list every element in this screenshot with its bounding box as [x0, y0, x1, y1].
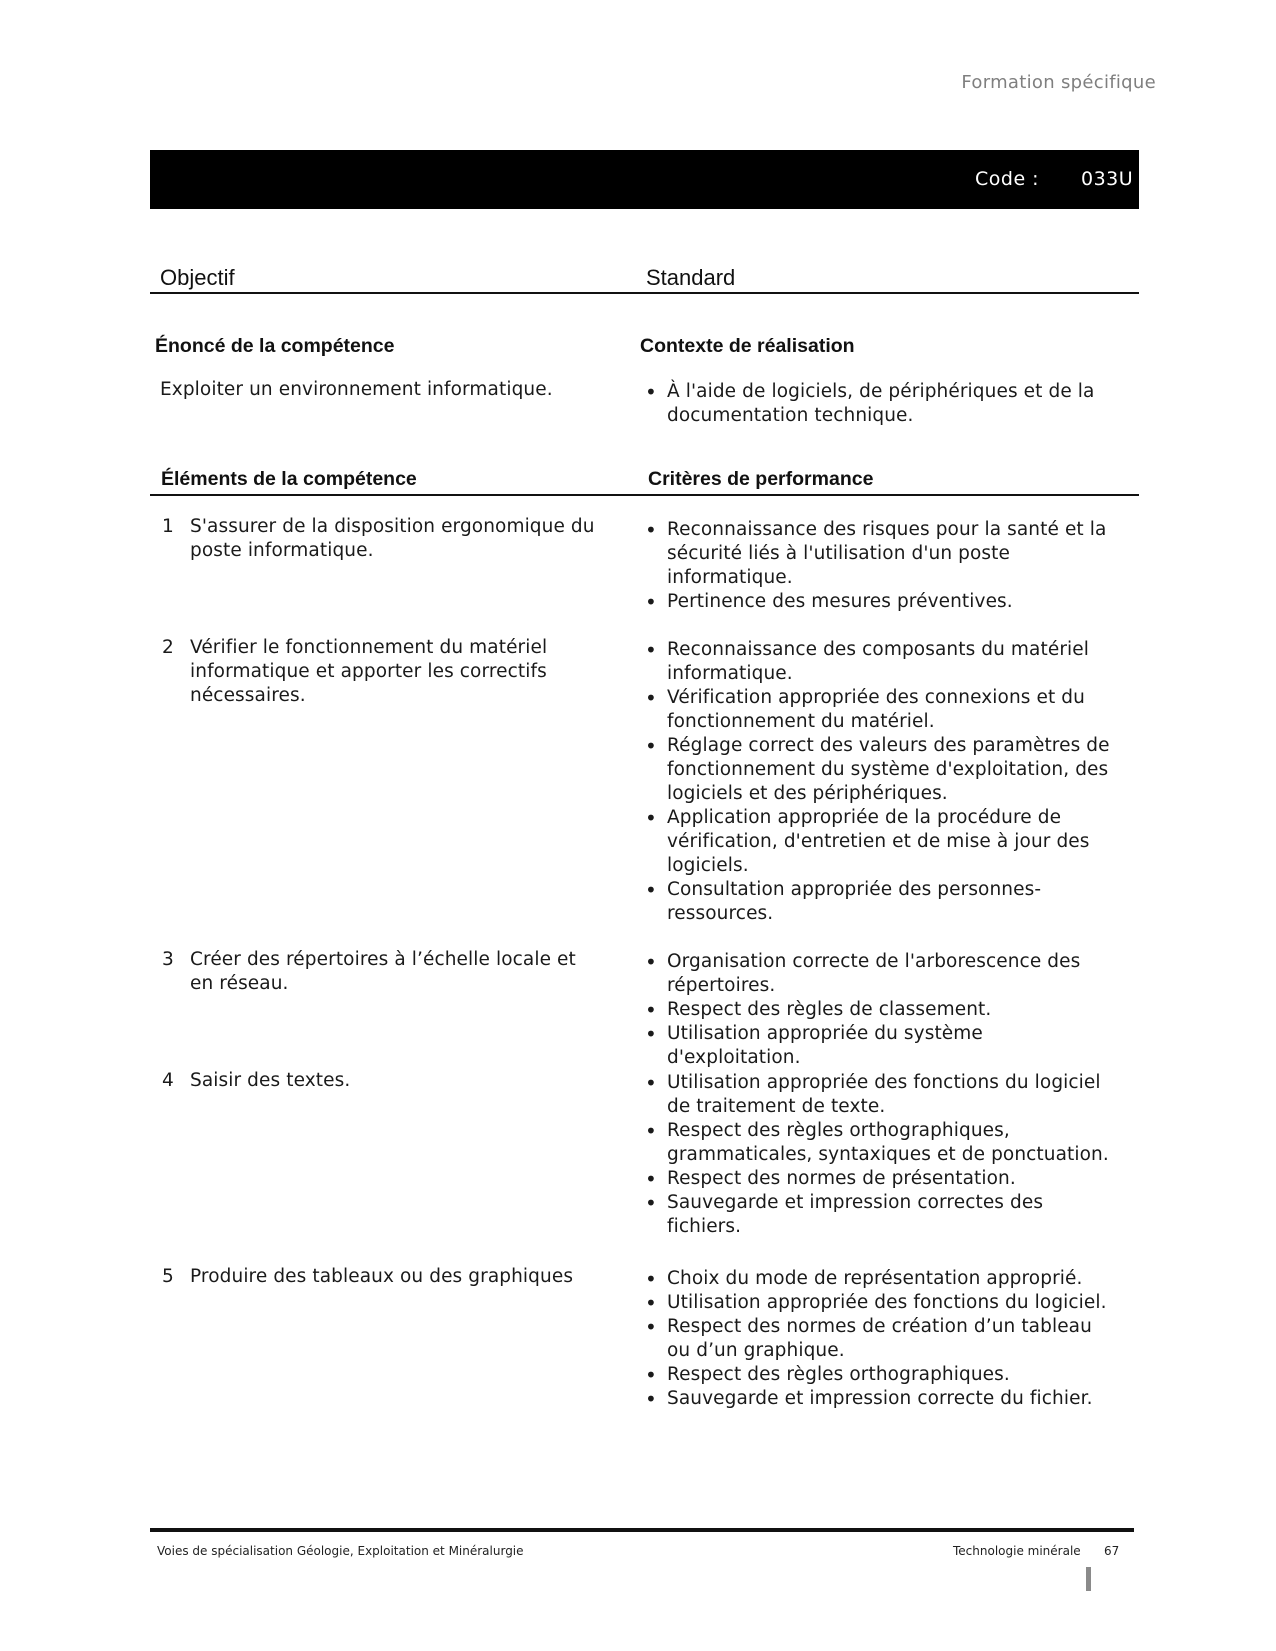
element-number: 1: [162, 516, 174, 537]
criteria-item: • Réglage correct des valeurs des paramètres de fonctionnement du système d'exploitation, des logiciels et des périphériques.: [643, 734, 1113, 806]
code-label: Code :: [975, 168, 1040, 190]
footer-title: Technologie minérale: [953, 1544, 1081, 1558]
statement-heading: Énoncé de la compétence: [155, 335, 395, 357]
element-text: Vérifier le fonctionnement du matériel informatique et apporter les correctifs nécessaires.: [190, 637, 548, 706]
criteria-item: • Utilisation appropriée du système d'exploitation.: [643, 1022, 1113, 1070]
criteria-item: • Sauvegarde et impression correcte du fichier.: [643, 1387, 1113, 1411]
page-marker: [1086, 1567, 1091, 1591]
criteria-item: • Utilisation appropriée des fonctions du logiciel.: [643, 1291, 1113, 1315]
elements-heading: Éléments de la compétence: [161, 468, 417, 490]
element-row-3: [162, 948, 602, 996]
column-heading-objectif: Objectif: [160, 265, 235, 290]
criteria-item: • Reconnaissance des risques pour la santé et la sécurité liés à l'utilisation d'un poste informatique.: [643, 518, 1113, 590]
context-list: [643, 380, 1113, 428]
criteria-item: • Reconnaissance des composants du matériel informatique.: [643, 638, 1113, 686]
element-number: 4: [162, 1070, 174, 1091]
criteria-list-5: [643, 1267, 1113, 1411]
element-number: 3: [162, 949, 174, 970]
footer-program: Voies de spécialisation Géologie, Exploitation et Minéralurgie: [157, 1544, 524, 1558]
element-text: Saisir des textes.: [190, 1070, 351, 1091]
criteria-list-3: [643, 950, 1113, 1070]
page-number: 67: [1104, 1544, 1120, 1558]
element-text: Produire des tableaux ou des graphiques: [190, 1266, 574, 1287]
criteria-heading: Critères de performance: [648, 468, 874, 490]
criteria-item: • Choix du mode de représentation approprié.: [643, 1267, 1113, 1291]
criteria-list-1: [643, 518, 1113, 614]
element-text: Créer des répertoires à l’échelle locale et en réseau.: [190, 949, 576, 994]
footer-rule: [150, 1528, 1134, 1532]
criteria-list-4: [643, 1071, 1113, 1239]
section-label: Formation spécifique: [961, 72, 1156, 93]
element-row-5: [162, 1265, 602, 1289]
element-number: 5: [162, 1266, 174, 1287]
statement-text: Exploiter un environnement informatique.: [160, 379, 553, 400]
element-text: S'assurer de la disposition ergonomique du poste informatique.: [190, 516, 595, 561]
criteria-item: • Organisation correcte de l'arborescence des répertoires.: [643, 950, 1113, 998]
criteria-item: • Respect des règles orthographiques.: [643, 1363, 1113, 1387]
section-rule: [150, 494, 1139, 496]
criteria-item: • Sauvegarde et impression correctes des fichiers.: [643, 1191, 1113, 1239]
criteria-item: • Respect des normes de création d’un tableau ou d’un graphique.: [643, 1315, 1113, 1363]
criteria-list-2: [643, 638, 1113, 926]
context-item: • À l'aide de logiciels, de périphériques et de la documentation technique.: [643, 380, 1113, 428]
element-number: 2: [162, 637, 174, 658]
element-row-2: [162, 636, 602, 708]
element-row-4: [162, 1069, 602, 1093]
criteria-item: • Consultation appropriée des personnes-ressources.: [643, 878, 1113, 926]
context-heading: Contexte de réalisation: [640, 335, 855, 357]
criteria-item: • Respect des règles orthographiques, grammaticales, syntaxiques et de ponctuation.: [643, 1119, 1113, 1167]
criteria-item: • Utilisation appropriée des fonctions du logiciel de traitement de texte.: [643, 1071, 1113, 1119]
criteria-item: • Respect des règles de classement.: [643, 998, 1113, 1022]
criteria-item: • Application appropriée de la procédure de vérification, d'entretien et de mise à jour des logiciels.: [643, 806, 1113, 878]
header-rule: [150, 292, 1139, 294]
column-heading-standard: Standard: [646, 265, 736, 290]
element-row-1: [162, 515, 602, 563]
criteria-item: • Pertinence des mesures préventives.: [643, 590, 1113, 614]
criteria-item: • Vérification appropriée des connexions et du fonctionnement du matériel.: [643, 686, 1113, 734]
code-bar: [150, 150, 1139, 209]
code-value: 033U: [1081, 168, 1134, 190]
criteria-item: • Respect des normes de présentation.: [643, 1167, 1113, 1191]
